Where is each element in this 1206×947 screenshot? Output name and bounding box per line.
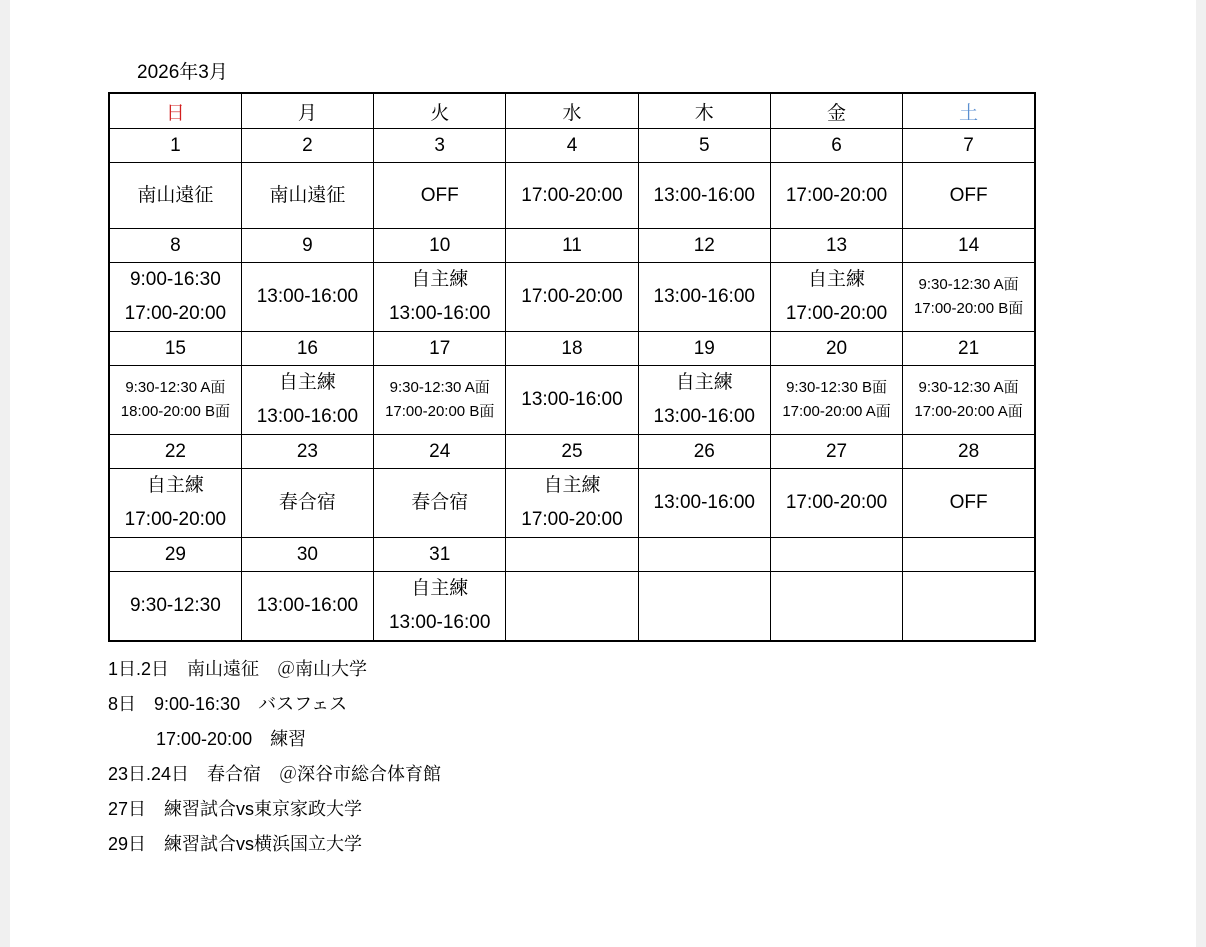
event-line: 自主練: [675, 372, 733, 393]
event-line: 13:00-16:00: [256, 406, 359, 427]
event-line: 南山遠征: [269, 184, 346, 206]
day-number: 15: [109, 332, 241, 366]
weekday-header-fri: 金: [770, 93, 902, 129]
event-cell-empty: [903, 572, 1035, 642]
event-line: 17:00-20:00 B面: [385, 403, 495, 420]
event-cell: [374, 263, 506, 332]
event-cell: [506, 163, 638, 229]
day-number: 6: [770, 129, 902, 163]
event-cell: [770, 469, 902, 538]
day-number: 27: [770, 435, 902, 469]
event-line: 17:00-20:00: [521, 184, 623, 206]
notes-list: [108, 652, 1048, 862]
event-cell: [903, 469, 1035, 538]
event-line: 13:00-16:00: [388, 612, 491, 633]
event-row: [109, 263, 1035, 332]
event-line: 自主練: [411, 269, 469, 290]
month-title: 2026年3月: [137, 62, 228, 83]
note-item: 23日.24日 春合宿 ＠深谷市総合体育館: [108, 764, 442, 784]
event-line: 17:00-20:00 B面: [913, 300, 1024, 317]
weekday-header-sun: 日: [109, 93, 241, 129]
event-line: 9:30-12:30 A面: [918, 276, 1019, 293]
event-line: 13:00-16:00: [653, 286, 755, 307]
event-line: 春合宿: [278, 492, 336, 513]
note-item: 27日 練習試合vs東京家政大学: [108, 799, 363, 819]
event-line: 17:00-20:00 A面: [782, 403, 891, 420]
day-number: 21: [903, 332, 1035, 366]
day-number: 30: [241, 538, 373, 572]
note-item: 29日 練習試合vs横浜国立大学: [108, 834, 363, 854]
note-item: 1日.2日 南山遠征 ＠南山大学: [108, 659, 368, 679]
event-row: [109, 469, 1035, 538]
event-cell: [109, 263, 241, 332]
event-cell: [903, 263, 1035, 332]
day-number-row: [109, 129, 1035, 163]
day-number: 25: [506, 435, 638, 469]
day-number: 18: [506, 332, 638, 366]
event-line: OFF: [949, 184, 988, 206]
document-body: [108, 62, 1048, 862]
event-line: 9:30-12:30 A面: [125, 379, 226, 396]
day-number: 3: [374, 129, 506, 163]
day-number: [770, 538, 902, 572]
event-cell: [374, 366, 506, 435]
day-number: [506, 538, 638, 572]
event-cell: [109, 572, 241, 642]
event-line: OFF: [420, 184, 459, 206]
day-number: 16: [241, 332, 373, 366]
day-number: 14: [903, 229, 1035, 263]
event-cell: [903, 366, 1035, 435]
day-number: 20: [770, 332, 902, 366]
event-cell: [241, 263, 373, 332]
weekday-header-row: [109, 93, 1035, 129]
day-number: 2: [241, 129, 373, 163]
event-line: 自主練: [146, 475, 204, 496]
day-number: 8: [109, 229, 241, 263]
day-number: 17: [374, 332, 506, 366]
day-number-row: [109, 435, 1035, 469]
event-cell: [374, 572, 506, 642]
event-cell: [109, 469, 241, 538]
event-line: 17:00-20:00 A面: [914, 403, 1023, 420]
event-cell: [241, 163, 373, 229]
note-item: 17:00-20:00 練習: [156, 729, 307, 749]
day-number: 10: [374, 229, 506, 263]
weekday-header-wed: 水: [506, 93, 638, 129]
event-line: 17:00-20:00: [521, 286, 623, 307]
event-line: 13:00-16:00: [256, 595, 359, 616]
event-line: 9:30-12:30: [129, 595, 221, 616]
event-line: 自主練: [411, 578, 469, 599]
event-line: OFF: [949, 492, 988, 513]
event-cell: [638, 163, 770, 229]
event-cell: [109, 366, 241, 435]
event-line: 春合宿: [411, 492, 469, 513]
event-row: [109, 366, 1035, 435]
day-number: 11: [506, 229, 638, 263]
day-number: 26: [638, 435, 770, 469]
event-cell: [241, 366, 373, 435]
calendar-table: [108, 92, 1036, 642]
event-line: 13:00-16:00: [653, 184, 755, 206]
event-line: 17:00-20:00: [785, 184, 888, 206]
event-line: 自主練: [278, 372, 336, 393]
day-number: 13: [770, 229, 902, 263]
event-row: [109, 163, 1035, 229]
day-number: 9: [241, 229, 373, 263]
event-cell: [770, 366, 902, 435]
event-cell: [506, 469, 638, 538]
event-line: 17:00-20:00: [124, 303, 227, 324]
event-cell-empty: [638, 572, 770, 642]
event-cell: [241, 469, 373, 538]
day-number: [638, 538, 770, 572]
day-number: 5: [638, 129, 770, 163]
event-cell: [374, 163, 506, 229]
event-line: 13:00-16:00: [388, 303, 491, 324]
weekday-header-thu: 木: [638, 93, 770, 129]
event-line: 9:30-12:30 A面: [389, 379, 490, 396]
event-line: 17:00-20:00: [785, 303, 888, 324]
event-cell: [638, 366, 770, 435]
event-cell: [506, 366, 638, 435]
event-cell: [241, 572, 373, 642]
event-cell: [638, 469, 770, 538]
document-page: [10, 0, 1196, 947]
day-number: 22: [109, 435, 241, 469]
event-line: 自主練: [808, 269, 866, 290]
event-cell-empty: [770, 572, 902, 642]
event-line: 9:30-12:30 B面: [786, 379, 887, 396]
event-cell-empty: [506, 572, 638, 642]
day-number: 31: [374, 538, 506, 572]
day-number: 24: [374, 435, 506, 469]
day-number: 4: [506, 129, 638, 163]
event-cell: [770, 163, 902, 229]
calendar-body: [109, 93, 1035, 641]
day-number-row: [109, 229, 1035, 263]
day-number-row: [109, 332, 1035, 366]
event-row: [109, 572, 1035, 642]
event-line: 18:00-20:00 B面: [120, 403, 231, 420]
event-line: 9:30-12:30 A面: [918, 379, 1019, 396]
event-line: 南山遠征: [137, 184, 214, 206]
event-cell: [109, 163, 241, 229]
day-number-row: [109, 538, 1035, 572]
event-line: 17:00-20:00: [785, 492, 888, 513]
weekday-header-mon: 月: [241, 93, 373, 129]
event-cell: [374, 469, 506, 538]
day-number: 19: [638, 332, 770, 366]
weekday-header-sat: 土: [903, 93, 1035, 129]
event-cell: [903, 163, 1035, 229]
event-line: 17:00-20:00: [521, 509, 623, 530]
event-line: 自主練: [543, 475, 601, 496]
day-number: 7: [903, 129, 1035, 163]
day-number: 23: [241, 435, 373, 469]
event-line: 13:00-16:00: [256, 286, 359, 307]
event-line: 13:00-16:00: [653, 492, 755, 513]
event-cell: [638, 263, 770, 332]
event-line: 13:00-16:00: [653, 406, 755, 427]
day-number: 29: [109, 538, 241, 572]
note-item: 8日 9:00-16:30 バスフェス: [108, 694, 348, 714]
event-cell: [770, 263, 902, 332]
event-cell: [506, 263, 638, 332]
event-line: 13:00-16:00: [521, 389, 623, 410]
day-number: [903, 538, 1035, 572]
day-number: 1: [109, 129, 241, 163]
event-line: 17:00-20:00: [124, 509, 227, 530]
day-number: 12: [638, 229, 770, 263]
weekday-header-tue: 火: [374, 93, 506, 129]
day-number: 28: [903, 435, 1035, 469]
event-line: 9:00-16:30: [129, 269, 221, 290]
